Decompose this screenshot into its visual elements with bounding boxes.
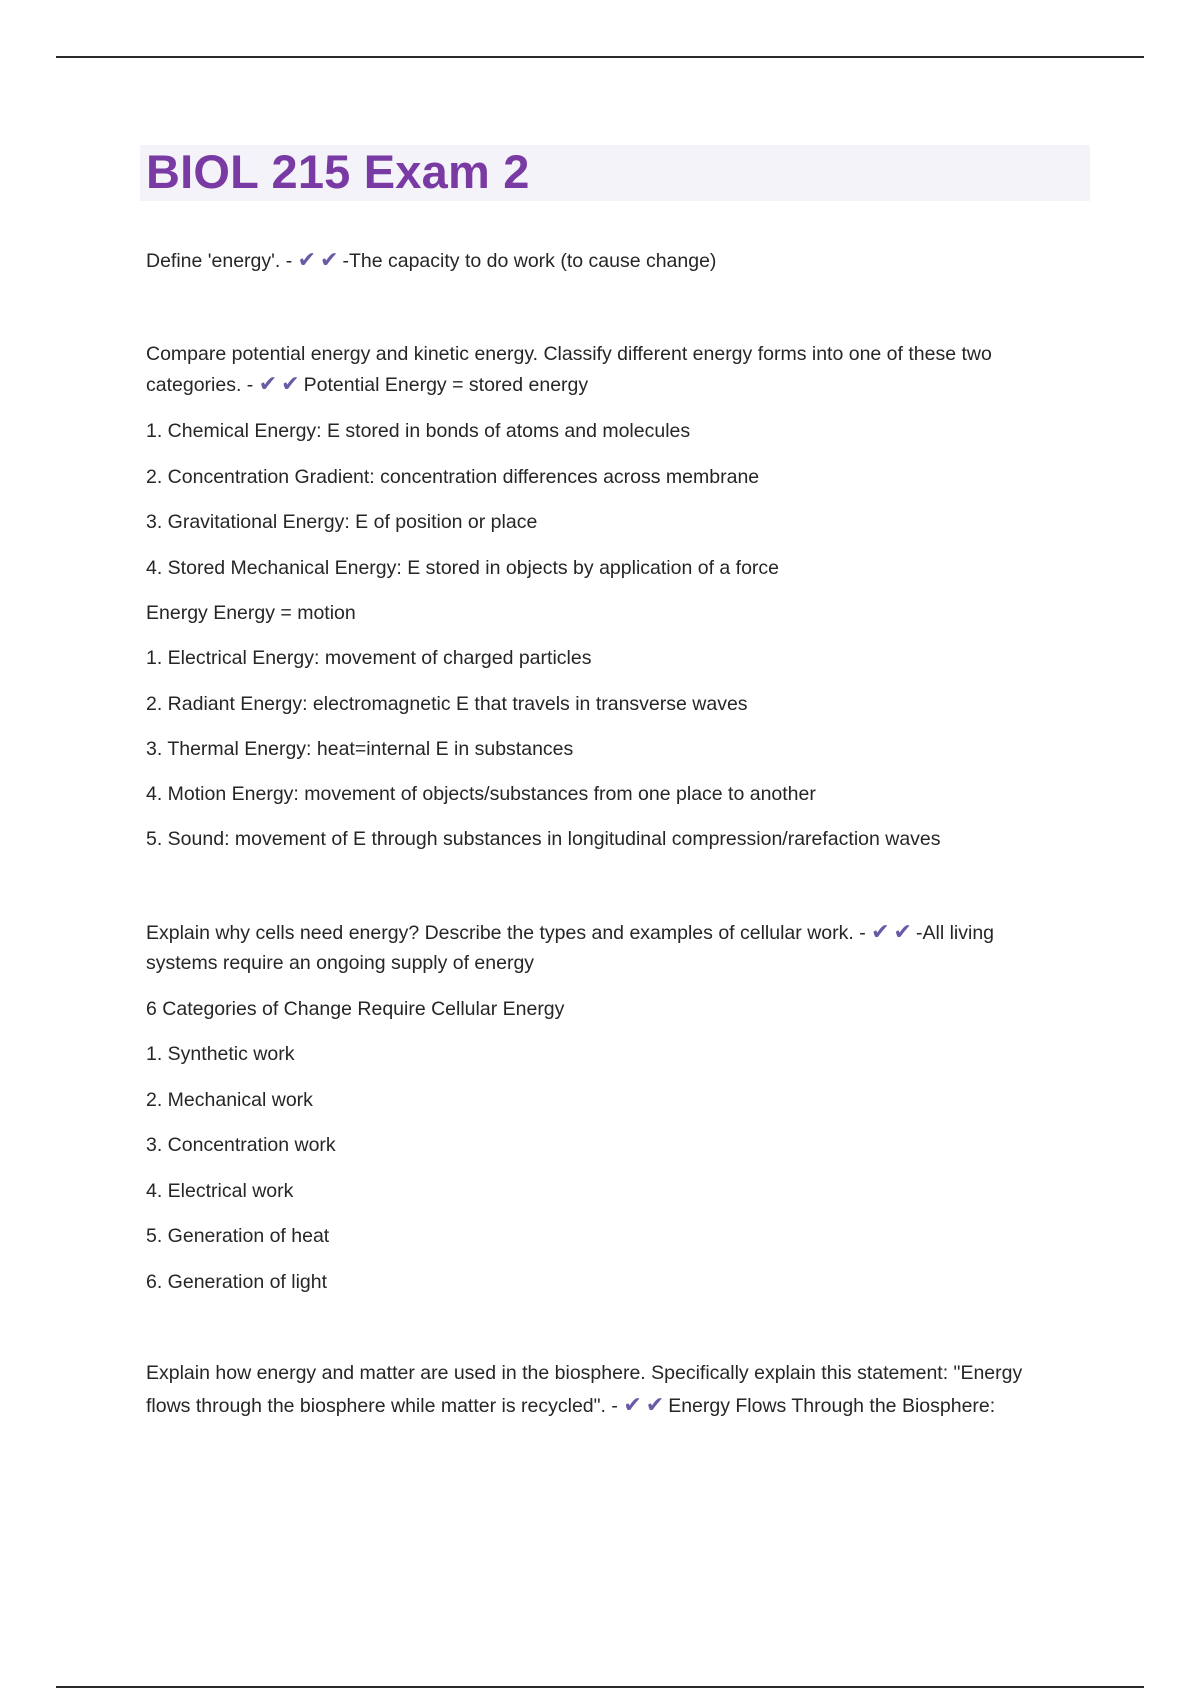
check-icon: ✔: [623, 1392, 642, 1417]
list-item: 2. Concentration Gradient: concentration differences across membrane: [146, 466, 760, 488]
document-title: BIOL 215 Exam 2: [146, 145, 530, 198]
check-icon: ✔: [871, 919, 890, 944]
question-compare-energy-line1: Compare potential energy and kinetic energy. Classify different energy forms into one of these two: [146, 343, 992, 365]
check-icons: [259, 372, 304, 398]
answer-text: -All living: [915, 922, 995, 944]
question-compare-energy-line2: [146, 372, 588, 398]
list-item: 6. Generation of light: [146, 1271, 328, 1293]
check-icon: ✔: [281, 371, 300, 396]
question-text: Define 'energy'. -: [146, 250, 298, 272]
question-text: Explain why cells need energy? Describe the types and examples of cellular work. -: [146, 922, 872, 944]
list-item: 1. Synthetic work: [146, 1043, 295, 1065]
question-biosphere-line1: Explain how energy and matter are used in the biosphere. Specifically explain this statement: "Energy: [146, 1362, 1023, 1384]
question-cells-energy-line2: systems require an ongoing supply of energy: [146, 952, 535, 974]
check-icons: [623, 1393, 668, 1419]
list-item: 3. Thermal Energy: heat=internal E in substances: [146, 738, 574, 760]
list-item: 4. Electrical work: [146, 1180, 294, 1202]
check-icon: ✔: [320, 247, 339, 272]
list-item: 5. Generation of heat: [146, 1225, 330, 1247]
footer-rule: [56, 1686, 1144, 1688]
question-biosphere-line2: [146, 1393, 995, 1419]
answer-text: Potential Energy = stored energy: [303, 374, 589, 396]
list-item: 1. Chemical Energy: E stored in bonds of atoms and molecules: [146, 420, 691, 442]
answer-text: Energy Flows Through the Biosphere:: [668, 1395, 996, 1417]
question-text: flows through the biosphere while matter is recycled". -: [146, 1395, 624, 1417]
kinetic-heading: Energy Energy = motion: [146, 602, 356, 624]
check-icons: [298, 248, 343, 274]
list-item: 4. Motion Energy: movement of objects/substances from one place to another: [146, 783, 816, 805]
list-item: 1. Electrical Energy: movement of charged particles: [146, 647, 592, 669]
check-icon: ✔: [893, 919, 912, 944]
check-icon: ✔: [297, 247, 317, 272]
question-text: categories. -: [146, 374, 259, 396]
list-item: 4. Stored Mechanical Energy: E stored in objects by application of a force: [146, 557, 780, 579]
categories-heading: 6 Categories of Change Require Cellular Energy: [146, 998, 565, 1020]
list-item: 2. Mechanical work: [146, 1089, 313, 1111]
header-rule: [56, 56, 1144, 58]
list-item: 2. Radiant Energy: electromagnetic E that travels in transverse waves: [146, 693, 748, 715]
check-icon: ✔: [645, 1392, 665, 1417]
list-item: 3. Gravitational Energy: E of position or place: [146, 511, 538, 533]
check-icons: [871, 920, 916, 946]
question-cells-energy-line1: [146, 920, 994, 946]
question-define-energy: [146, 248, 716, 274]
list-item: 5. Sound: movement of E through substances in longitudinal compression/rarefaction waves: [146, 828, 941, 850]
answer-text: -The capacity to do work (to cause change): [342, 250, 717, 272]
list-item: 3. Concentration work: [146, 1134, 336, 1156]
check-icon: ✔: [258, 371, 278, 396]
